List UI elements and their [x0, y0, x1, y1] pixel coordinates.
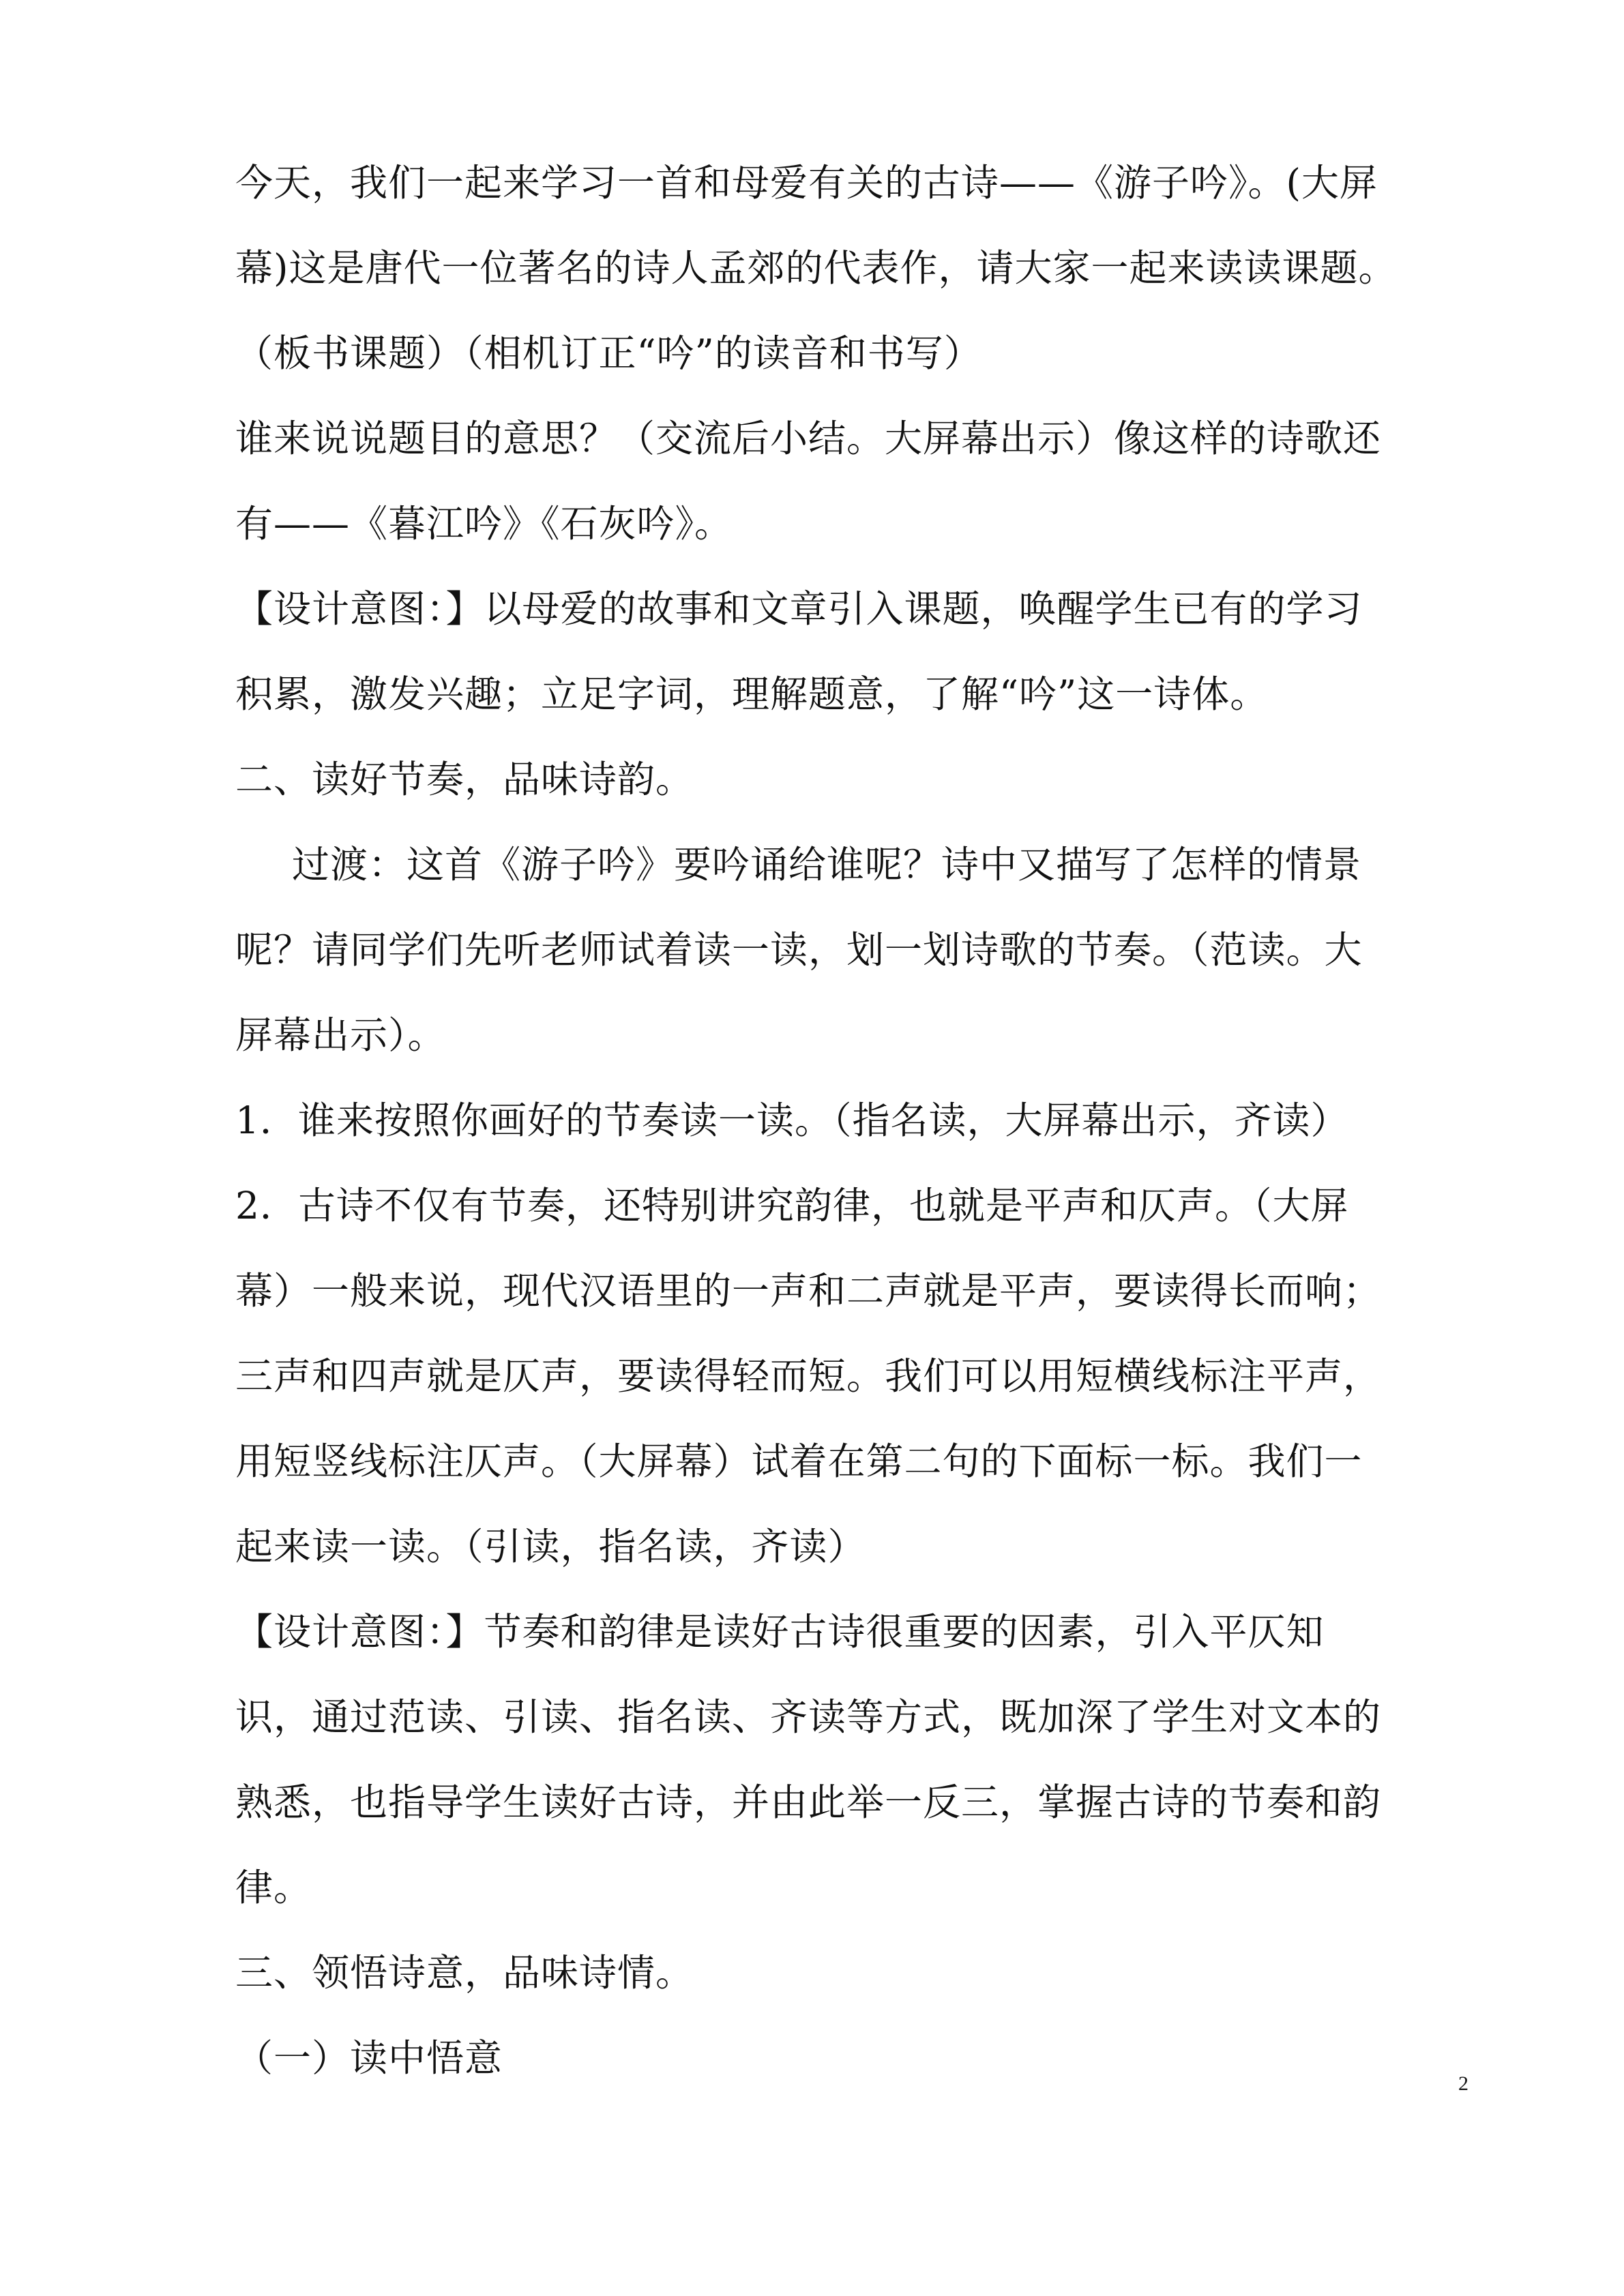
design-intent-line: 【设计意图：】节奏和韵律是读好古诗很重要的因素，引入平仄知 [235, 1610, 1325, 1654]
text-line: 律。 [235, 1866, 312, 1909]
text-line: 呢？请同学们先听老师试着读一读，划一划诗歌的节奏。（范读。大 [235, 928, 1363, 972]
list-item: 1．谁来按照你画好的节奏读一读。（指名读，大屏幕出示，齐读） [235, 1099, 1349, 1142]
text-line: 熟悉，也指导学生读好古诗，并由此举一反三，掌握古诗的节奏和韵 [235, 1780, 1382, 1824]
text-line: 积累，激发兴趣；立足字词，理解题意，了解“吟”这一诗体。 [235, 672, 1269, 716]
page-number: 2 [1458, 2072, 1468, 2095]
text-line: 用短竖线标注仄声。（大屏幕）试着在第二句的下面标一标。我们一 [235, 1440, 1363, 1483]
design-intent-line: 【设计意图：】以母爱的故事和文章引入课题，唤醒学生已有的学习 [235, 587, 1363, 631]
text-line: 三声和四声就是仄声，要读得轻而短。我们可以用短横线标注平声， [235, 1354, 1382, 1398]
list-item: 2．古诗不仅有节奏，还特别讲究韵律，也就是平声和仄声。（大屏 [235, 1184, 1349, 1227]
text-line: 有——《暮江吟》《石灰吟》。 [235, 502, 733, 546]
text-line: 起来读一读。（引读，指名读，齐读） [235, 1525, 866, 1568]
text-line: 识，通过范读、引读、指名读、齐读等方式，既加深了学生对文本的 [235, 1695, 1382, 1739]
text-line: 今天，我们一起来学习一首和母爱有关的古诗——《游子吟》。(大屏 [235, 161, 1378, 205]
section-heading: 三、领悟诗意，品味诗情。 [235, 1951, 694, 1995]
text-line: 谁来说说题目的意思？（交流后小结。大屏幕出示）像这样的诗歌还 [235, 417, 1382, 460]
subsection-heading: （一）读中悟意 [235, 2036, 503, 2080]
text-line: 幕)这是唐代一位著名的诗人孟郊的代表作，请大家一起来读读课题。 [235, 246, 1397, 290]
text-line: 幕）一般来说，现代汉语里的一声和二声就是平声，要读得长而响； [235, 1269, 1382, 1313]
section-heading: 二、读好节奏，品味诗韵。 [235, 758, 694, 801]
text-line: 过渡：这首《游子吟》要吟诵给谁呢？诗中又描写了怎样的情景 [292, 843, 1362, 886]
text-line: （板书课题）（相机订正“吟”的读音和书写） [235, 331, 982, 375]
text-line: 屏幕出示）。 [235, 1013, 446, 1057]
